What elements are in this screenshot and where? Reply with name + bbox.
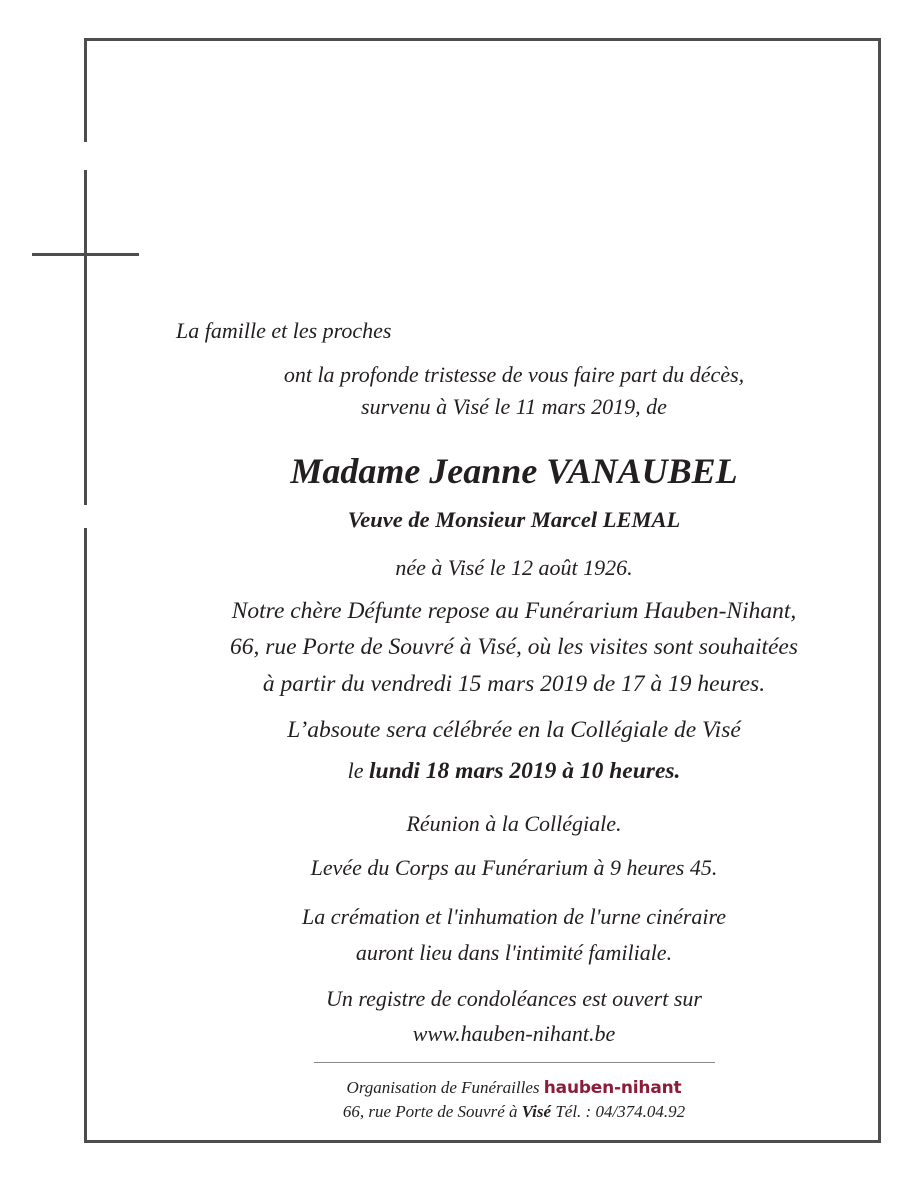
rest-line-1: Notre chère Défunte repose au Funérarium Hauben-Nihant, <box>231 598 797 624</box>
frame-left-border-lower <box>84 528 87 1143</box>
cross-icon-vertical <box>84 170 87 505</box>
footer-address-lead: 66, rue Porte de Souvré à <box>342 1102 522 1121</box>
intro-line-3: survenu à Visé le 11 mars 2019, de <box>361 394 667 419</box>
levee-line: Levée du Corps au Funérarium à 9 heures 45. <box>310 855 718 880</box>
footer-organisation <box>114 1078 914 1098</box>
rest-line-3: à partir du vendredi 15 mars 2019 de 17 à 19 heures. <box>262 671 766 697</box>
intro-line-2: ont la profonde tristesse de vous faire part du décès, <box>283 362 745 387</box>
frame-right-border <box>878 38 881 1143</box>
frame-bottom-border <box>84 1140 881 1143</box>
footer-address <box>114 1102 914 1122</box>
frame-top-border <box>84 38 881 41</box>
cremation-line-2: auront lieu dans l'intimité familiale. <box>355 940 673 965</box>
ceremony-date-lead: le <box>347 758 369 783</box>
footer-org-label: Organisation de Funérailles <box>346 1078 544 1097</box>
brand-logo: hauben-nihant <box>543 1078 682 1098</box>
ceremony-line-1: L’absoute sera célébrée en la Collégiale de Visé <box>287 717 741 743</box>
intro-line-1: La famille et les proches <box>176 318 392 343</box>
footer-divider <box>314 1062 715 1063</box>
frame-left-border-upper <box>84 38 87 142</box>
footer-address-city: Visé <box>521 1102 552 1121</box>
rest-line-2: 66, rue Porte de Souvré à Visé, où les visites sont souhaitées <box>229 634 799 660</box>
ceremony-line-2 <box>114 758 914 785</box>
footer-phone: Tél. : 04/374.04.92 <box>551 1102 686 1121</box>
cremation-line-1: La crémation et l'inhumation de l'urne cinéraire <box>301 904 727 929</box>
ceremony-date: lundi 18 mars 2019 à 10 heures. <box>368 758 681 784</box>
birth-line: née à Visé le 12 août 1926. <box>395 555 633 580</box>
registry-url[interactable]: www.hauben-nihant.be <box>412 1021 616 1046</box>
meeting-line: Réunion à la Collégiale. <box>406 811 622 836</box>
cross-icon-horizontal <box>32 253 139 256</box>
deceased-name: Madame Jeanne VANAUBEL <box>290 451 738 491</box>
spouse-line: Veuve de Monsieur Marcel LEMAL <box>347 507 681 532</box>
registry-line: Un registre de condoléances est ouvert sur <box>326 986 702 1011</box>
